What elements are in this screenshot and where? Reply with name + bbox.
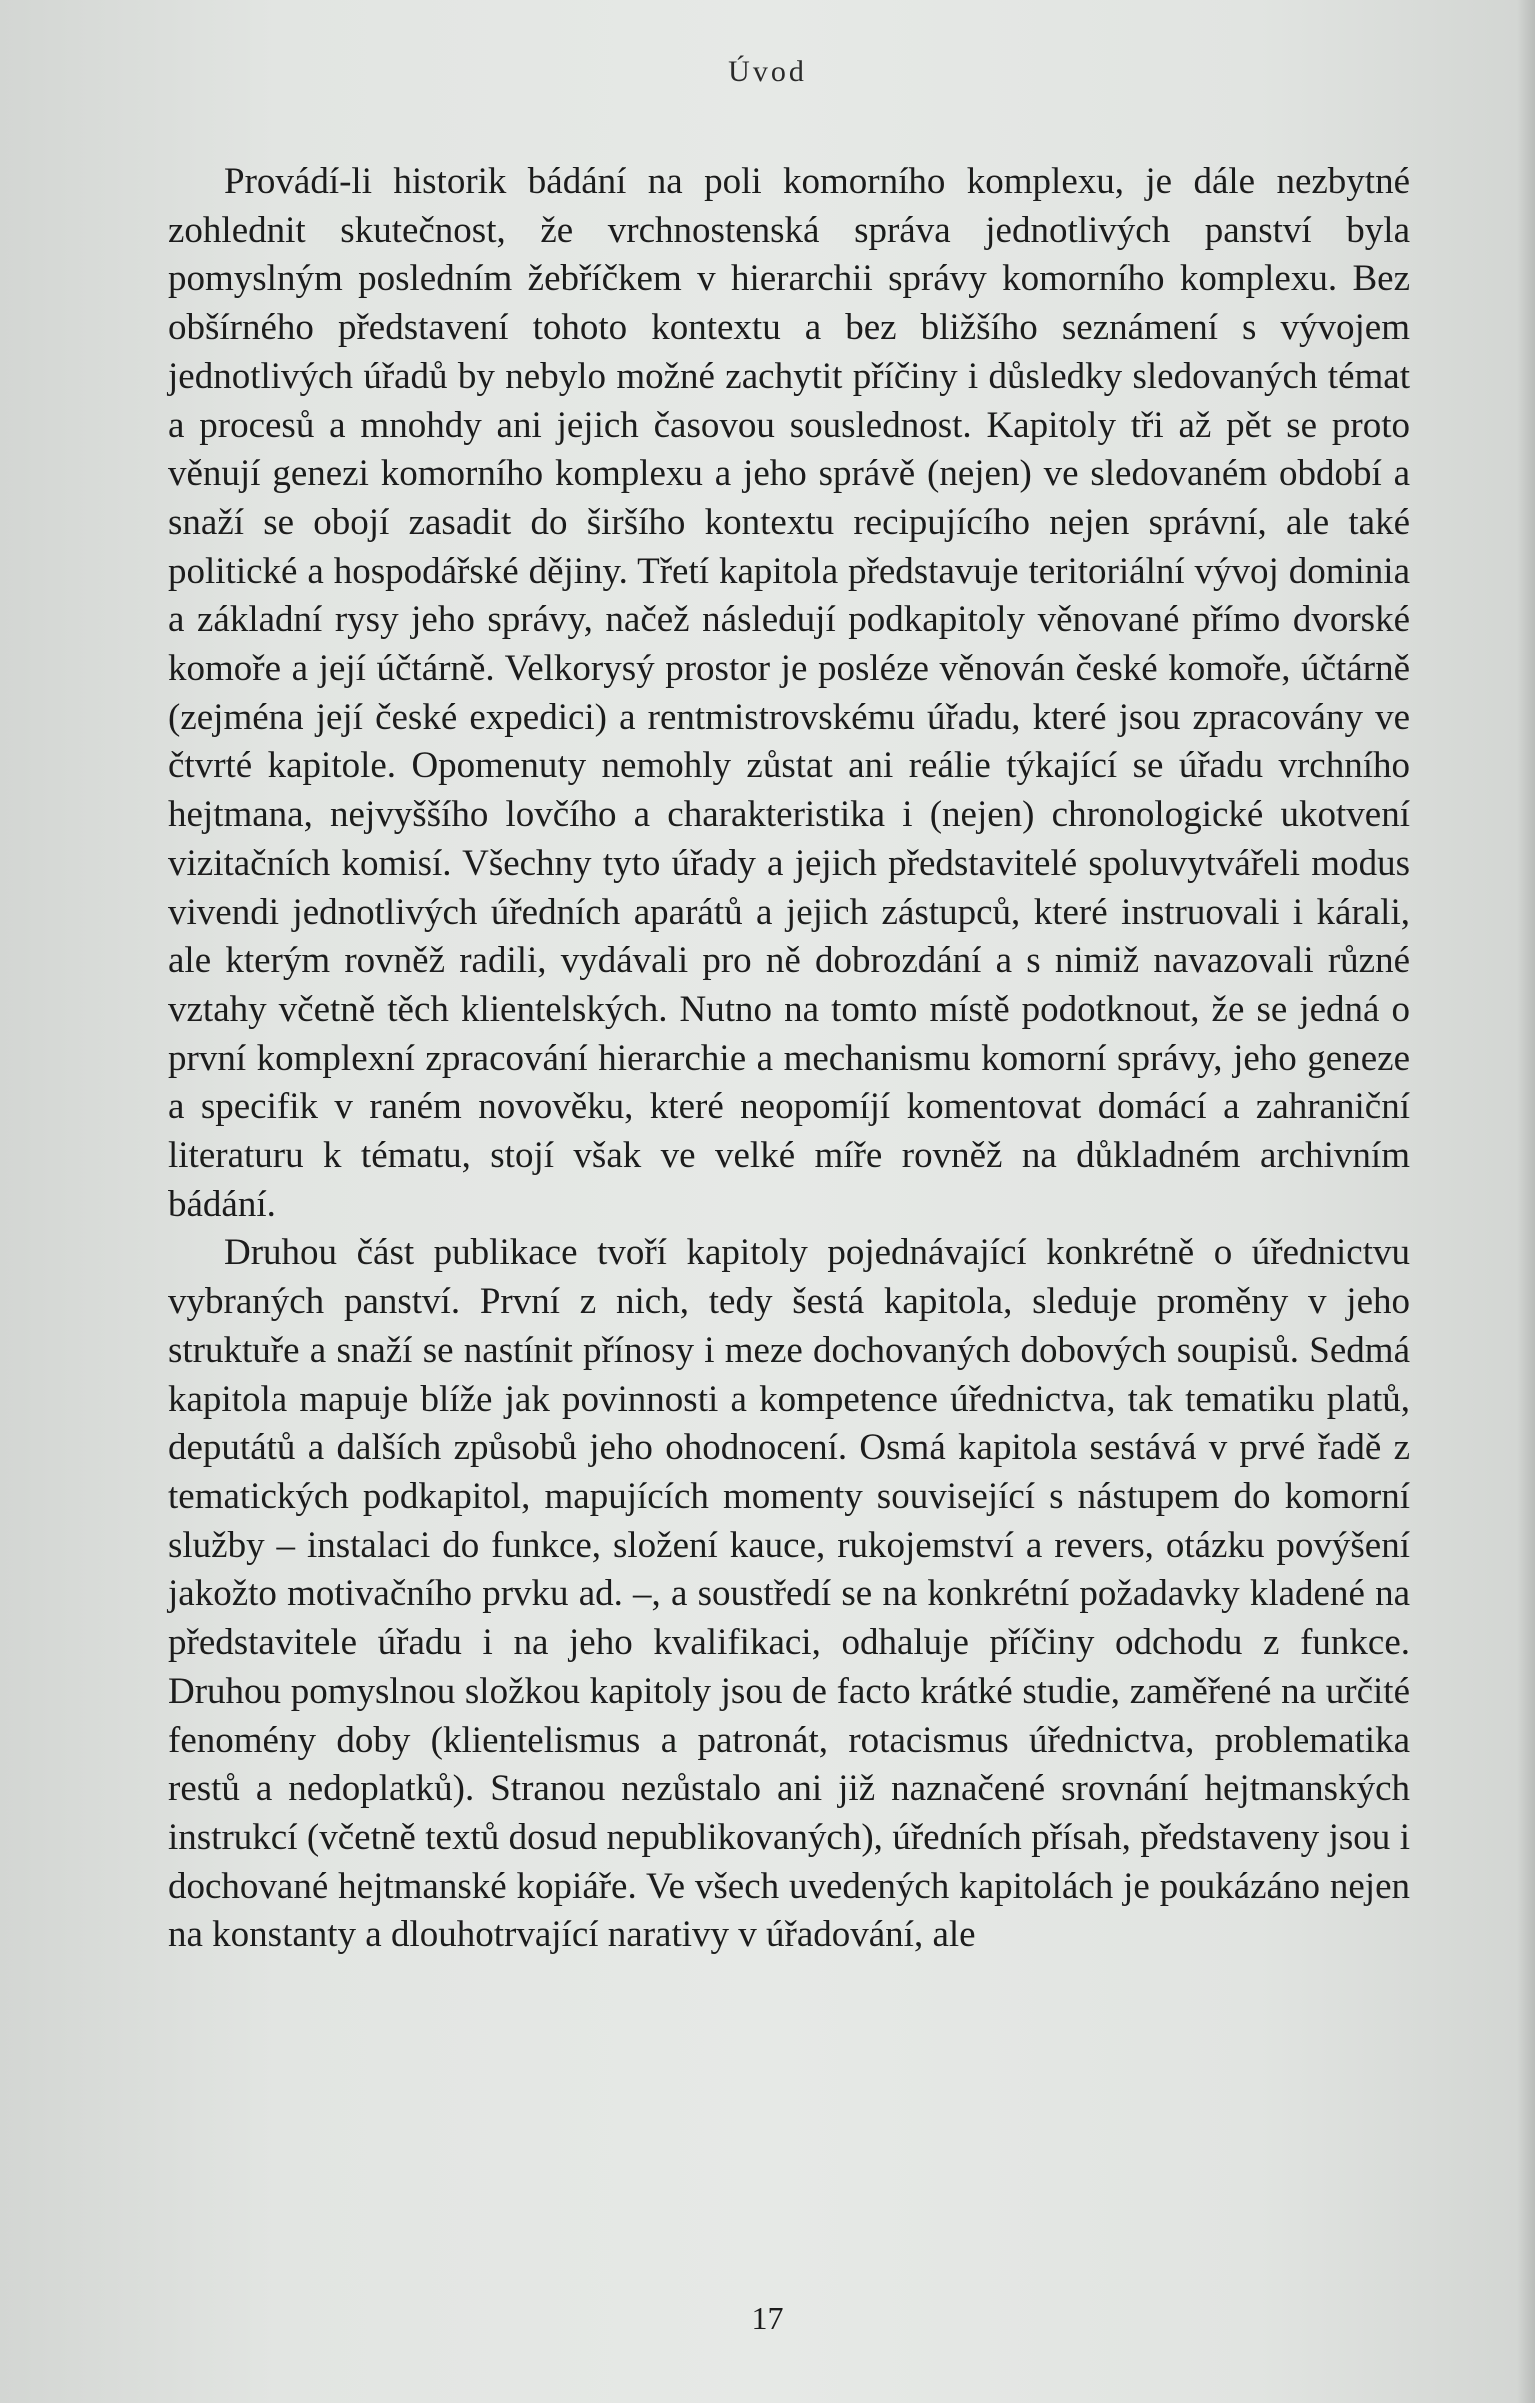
paragraph-2: Druhou část publikace tvoří kapitoly pojednávající konkrétně o úřednictvu vybraných panství. První z nich, tedy šestá kapitola, sleduje proměny v jeho struktuře a snaží se nastínit přínosy i meze dochovaných dobových soupisů. Sedmá kapitola mapuje blíže jak povinnosti a kompetence úřednictva, tak tematiku platů, deputátů a dalších způsobů jeho ohodnocení. Osmá kapitola sestává v prvé řadě z tematických podkapitol, mapujících momenty související s nástupem do komorní služby – instalaci do funkce, složení kauce, rukojemství a revers, otázku povýšení jakožto motivačního prvku ad. –, a soustředí se na konkrétní požadavky kladené na představitele úřadu i na jeho kvalifikaci, odhaluje příčiny odchodu z funkce. Druhou pomyslnou složkou kapitoly jsou de facto krátké studie, zaměřené na určité fenomény doby (klientelismus a patronát, rotacismus úřednictva, problematika restů a nedoplatků). Stranou nezůstalo ani již naznačené srovnání hejtmanských instrukcí (včetně textů dosud nepublikovaných), úředních přísah, představeny jsou i dochované hejtmanské kopiáře. Ve všech uvedených kapitolách je poukázáno nejen na konstanty a dlouhotrvající narativy v úřadování, ale xyxy=(168,1232,1410,1956)
body-text xyxy=(168,158,1410,1960)
page-number: 17 xyxy=(751,2300,784,2336)
paragraph-1: Provádí-li historik bádání na poli komorního komplexu, je dále nezbytné zohlednit skutečnost, že vrchnostenská správa jednotlivých panství byla pomyslným posledním žebříčkem v hierarchii správy komorního komplexu. Bez obšírného představení tohoto kontextu a bez bližšího seznámení s vývojem jednotlivých úřadů by nebylo možné zachytit příčiny i důsledky sledovaných témat a procesů a mnohdy ani jejich časovou souslednost. Kapitoly tři až pět se proto věnují genezi komorního komplexu a jeho správě (nejen) ve sledovaném období a snaží se obojí zasadit do širšího kontextu recipujícího nejen správní, ale také politické a hospodářské dějiny. Třetí kapitola představuje teritoriální vývoj dominia a základní rysy jeho správy, načež následují podkapitoly věnované přímo dvorské komoře a její účtárně. Velkorysý prostor je posléze věnován české komoře, účtárně (zejména její české expedici) a rentmistrovskému úřadu, které jsou zpracovány ve čtvrté kapitole. Opomenuty nemohly zůstat ani reálie týkající se úřadu vrchního hejtmana, nejvyššího lovčího a charakteristika i (nejen) chronologické ukotvení vizitačních komisí. Všechny tyto úřady a jejich představitelé spoluvytvářeli modus vivendi jednotlivých úředních aparátů a jejich zástupců, které instruovali i kárali, ale kterým rovněž radili, vydávali pro ně dobrozdání a s nimiž navazovali různé vztahy včetně těch klientelských. Nutno na tomto místě podotknout, že se jedná o první komplexní zpracování hierarchie a mechanismu komorní správy, jeho geneze a specifik v raném novověku, které neopomíjí komentovat domácí a zahraniční literaturu k tématu, stojí však ve velké míře rovněž na důkladném archivním bádání. xyxy=(168,161,1410,1225)
running-head: Úvod xyxy=(728,55,807,88)
